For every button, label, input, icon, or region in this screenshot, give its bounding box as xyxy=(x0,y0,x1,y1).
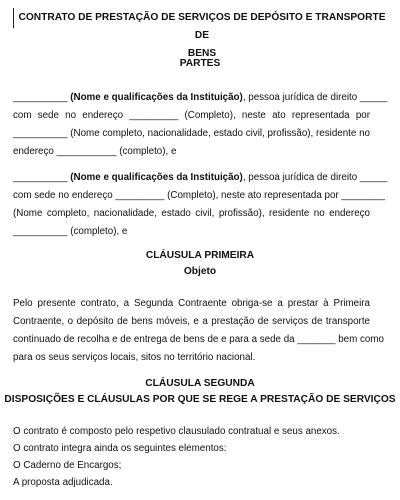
blank-field: __________ xyxy=(13,92,68,103)
blank-field: __________ xyxy=(13,172,68,183)
list-item: O contrato é composto pelo respetivo clausulado contratual e seus anexos. xyxy=(13,426,340,437)
party-1-line-4: endereço ___________ (completo), e xyxy=(13,146,177,158)
section-heading-partes: PARTES xyxy=(179,58,221,69)
clause-1-line-2: Contraente, o depósito de bens móveis, e a prestação de serviços de transporte xyxy=(13,316,370,328)
party-2-line-4: __________ (completo), e xyxy=(13,226,128,238)
party-1-line-1 xyxy=(13,89,388,107)
clause-1-line-3: continuado de recolha e de entrega de bens de e para a sede da _______ bem como xyxy=(13,334,384,346)
institution-qualifications: (Nome e qualificações da Instituição) xyxy=(70,92,243,103)
clause-1-paragraph xyxy=(13,295,384,367)
title-line-1: CONTRATO DE PRESTAÇÃO DE SERVIÇOS DE DEPÓSITO E TRANSPORTE DE xyxy=(18,12,386,41)
institution-qualifications: (Nome e qualificações da Instituição) xyxy=(70,172,243,183)
list-item: A proposta adjudicada. xyxy=(13,477,113,488)
party-1-paragraph xyxy=(13,89,388,161)
document-title xyxy=(18,9,386,63)
list-item: O Caderno de Encargos; xyxy=(13,460,122,471)
party-2-line-2: com sede no endereço _________ (Completo), neste ato representada por ________ xyxy=(13,190,385,202)
list-item: O contrato integra ainda os seguintes elementos: xyxy=(13,443,227,454)
party-2-line-3: (Nome completo, nacionalidade, estado civil, profissão), residente no endereço xyxy=(13,208,370,220)
clause-1-heading: CLÁUSULA PRIMEIRA xyxy=(145,250,255,261)
clause-1-subheading: Objeto xyxy=(183,266,217,277)
clause-2-subheading: DISPOSIÇÕES E CLÁUSULAS POR QUE SE REGE A PRESTAÇÃO DE SERVIÇOS xyxy=(4,394,396,405)
party-1-line-1-rest: , pessoa jurídica de direito _____ xyxy=(242,92,388,103)
title-line-2: BENS xyxy=(187,48,217,59)
text-cursor-line xyxy=(13,8,14,28)
clause-2-heading: CLÁUSULA SEGUNDA xyxy=(145,378,255,389)
party-1-line-2: com sede no endereço _________ (Completo), neste ato representada por xyxy=(13,110,370,122)
party-1-line-3: __________ (Nome completo, nacionalidade, estado civil, profissão), residente no xyxy=(13,128,370,140)
party-2-paragraph xyxy=(13,169,388,241)
clause-1-line-4: para os seus serviços locais, sitos no território nacional. xyxy=(13,352,256,364)
party-2-line-1-rest: , pessoa jurídica de direito _____ xyxy=(242,172,388,183)
party-2-line-1 xyxy=(13,169,388,187)
clause-1-line-1: Pelo presente contrato, a Segunda Contraente obriga-se a prestar à Primeira xyxy=(13,298,370,309)
